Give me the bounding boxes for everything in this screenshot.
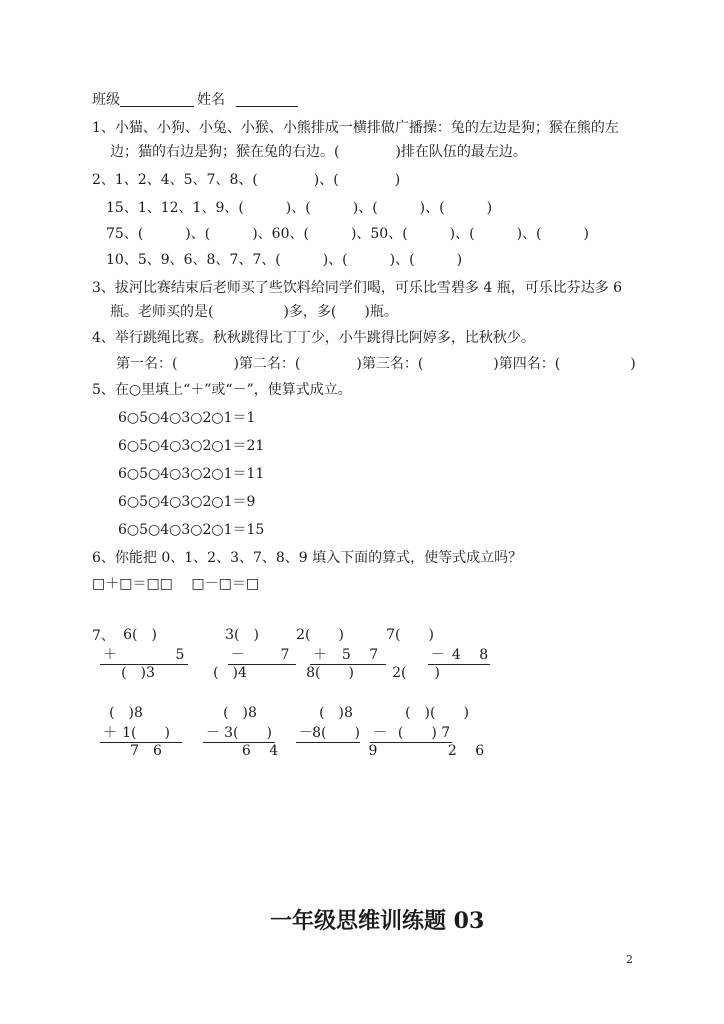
plus-sign: ＋ <box>313 647 327 663</box>
q5-title: 5、在○里填上“＋”或“－”，使算式成立。 <box>92 382 352 398</box>
plus-sign: ＋ <box>103 725 117 741</box>
q3-line2: 瓶。老师买的是( )多，多( )瓶。 <box>110 304 398 320</box>
q5-equation-4: 6○5○4○3○2○1＝9 <box>118 494 256 510</box>
q4-line1: 4、举行跳绳比赛。秋秋跳得比丁丁少，小牛跳得比阿婷多，比秋秋少。 <box>92 330 535 346</box>
q5-equation-5: 6○5○4○3○2○1＝15 <box>118 522 265 538</box>
vertical-problem-second: 5 <box>175 647 185 663</box>
minus-sign: － <box>373 725 387 741</box>
minus-sign: － <box>299 725 313 741</box>
vertical-problem-result: 2 6 <box>447 743 485 759</box>
q1-line2: 边；猫的右边是狗；猴在兔的右边。( )排在队伍的最左边。 <box>110 144 527 160</box>
vertical-problem-top: 6( ) <box>123 627 157 643</box>
minus-sign: － <box>231 647 245 663</box>
vertical-problem-top: ( )8 <box>109 705 143 721</box>
q5-equation-1: 6○5○4○3○2○1＝1 <box>118 410 256 426</box>
q7-label: 7、 <box>92 628 115 644</box>
q6-title: 6、你能把 0、1、2、3、7、8、9 填入下面的算式，使等式成立吗？ <box>92 550 523 566</box>
vertical-problem-result: ( )4 <box>213 665 247 681</box>
vertical-problem-top: 3( ) <box>225 627 259 643</box>
vertical-problem-second: 7 <box>280 647 290 663</box>
q2-row2: 15、1、12、1、9、( )、( )、( )、( ) <box>106 200 493 216</box>
vertical-problem-second: 5 7 <box>341 647 379 663</box>
vertical-problem-second: ( ) 7 <box>397 725 451 741</box>
vertical-problem-result: 2( ) <box>392 665 440 681</box>
vertical-problem-result: 8( ) <box>306 665 354 681</box>
vertical-problem-top: ( )8 <box>319 705 353 721</box>
vertical-problem-top: ( )( ) <box>405 705 469 721</box>
q2-row1: 2、1、2、4、5、7、8、( )、( ) <box>92 172 401 188</box>
name-label: 姓名 <box>197 92 225 108</box>
vertical-problem-result: 6 4 <box>241 743 279 759</box>
vertical-problem-top: ( )8 <box>223 705 257 721</box>
vertical-problem-second: 3( ) <box>224 725 272 741</box>
plus-sign: ＋ <box>103 647 117 663</box>
vertical-problem-second: 8( ) <box>312 725 360 741</box>
q2-row3: 75、( )、( )、60、( )、50、( )、( )、( ) <box>106 226 589 242</box>
page-number: 2 <box>626 953 633 966</box>
vertical-problem-result: ( )3 <box>121 665 155 681</box>
vertical-problem-top: 7( ) <box>386 627 434 643</box>
class-blank[interactable] <box>120 106 194 107</box>
vertical-problem-top: 2( ) <box>296 627 344 643</box>
q4-line2: 第一名：( )第二名：( )第三名：( )第四名：( ) <box>116 356 636 372</box>
vertical-problem-second: 4 8 <box>451 647 489 663</box>
minus-sign: － <box>206 725 220 741</box>
next-worksheet-title: 一年级思维训练题 03 <box>270 908 485 934</box>
q5-equation-3: 6○5○4○3○2○1＝11 <box>118 466 265 482</box>
q2-row4: 10、5、9、6、8、7、7、( )、( )、( ) <box>106 252 463 268</box>
q1-line1: 1、小猫、小狗、小兔、小猴、小熊排成一横排做广播操：兔的左边是狗；猴在熊的左 <box>92 120 619 136</box>
name-blank[interactable] <box>236 106 298 107</box>
minus-sign: － <box>431 647 445 663</box>
q3-line1: 3、拔河比赛结束后老师买了些饮料给同学们喝，可乐比雪碧多 4 瓶，可乐比芬达多 6 <box>92 280 623 296</box>
vertical-problem-result: 7 6 <box>130 743 162 759</box>
q5-equation-2: 6○5○4○3○2○1＝21 <box>118 438 265 454</box>
vertical-problem-second: 1( ) <box>122 725 170 741</box>
q6-equation: □＋□＝□□ □－□＝□ <box>92 576 260 592</box>
class-label: 班级 <box>92 92 120 108</box>
vertical-problem-result: 9 <box>368 743 392 759</box>
